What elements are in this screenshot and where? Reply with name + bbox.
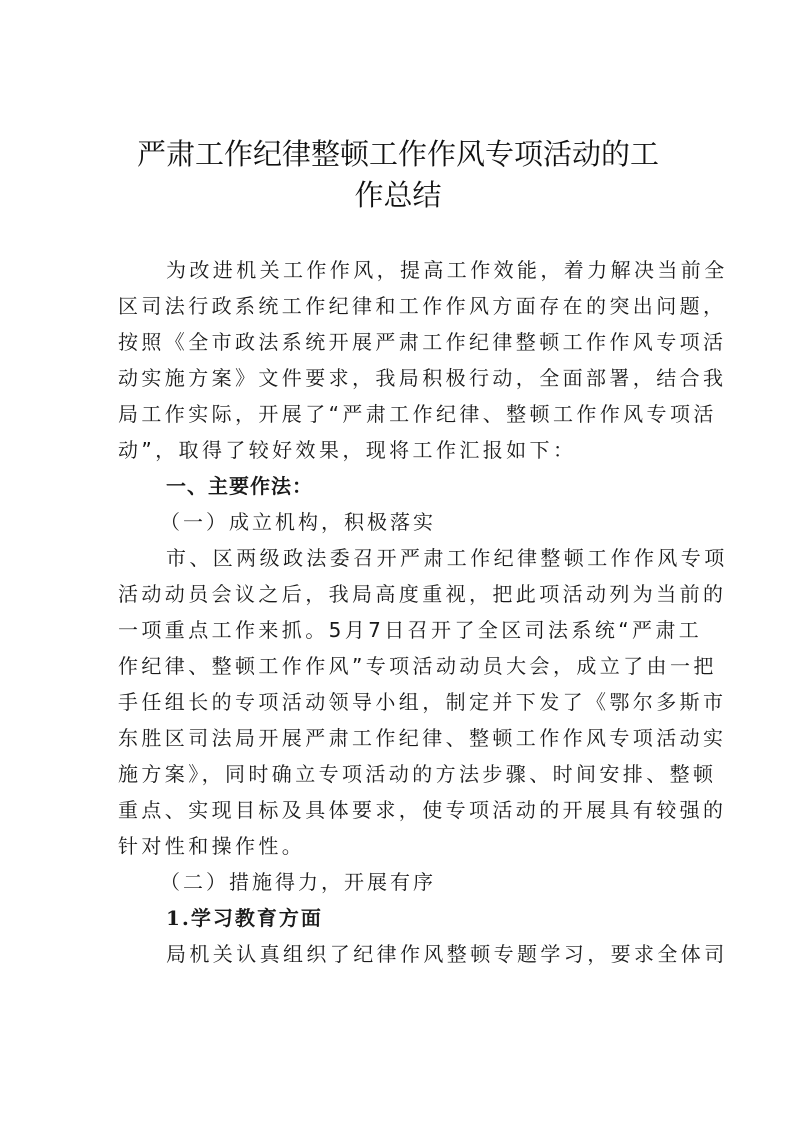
text-line: 局工作实际，开展了“严肃工作纪律、整顿工作作风专项活: [118, 402, 717, 426]
section-heading-main-methods: 一、主要作法：: [166, 474, 313, 498]
text-line: 局机关认真组织了纪律作风整顿专题学习，要求全体司: [166, 942, 728, 966]
text-line: 动实施方案》文件要求，我局积极行动，全面部署，结合我: [118, 366, 727, 390]
document-title: [118, 134, 678, 216]
subsection-heading-establish-organization: （一）成立机构，积极落实: [160, 510, 436, 534]
text-line: 重点、实现目标及具体要求，使专项活动的开展具有较强的: [118, 798, 727, 822]
text-line: 区司法行政系统工作纪律和工作作风方面存在的突出问题，: [118, 294, 727, 318]
item-heading-study-education: 1.学习教育方面: [166, 906, 323, 930]
text-line: 按照《全市政法系统开展严肃工作纪律整顿工作作风专项活: [118, 330, 727, 354]
text-line: 一项重点工作来抓。5月7日召开了全区司法系统“严肃工: [118, 618, 703, 642]
text-line: 动”，取得了较好效果，现将工作汇报如下：: [118, 438, 577, 462]
intro-paragraph: [118, 252, 728, 468]
title-line-2: 作总结: [354, 178, 442, 212]
text-line: 市、区两级政法委召开严肃工作纪律整顿工作作风专项: [166, 546, 728, 570]
text-line: 施方案》，同时确立专项活动的方法步骤、时间安排、整顿: [118, 762, 717, 786]
text-line: 手任组长的专项活动领导小组，制定并下发了《鄂尔多斯市: [118, 690, 727, 714]
subsection1-paragraph: [118, 540, 728, 864]
text-line: 作纪律、整顿工作作风”专项活动动员大会，成立了由一把: [118, 654, 717, 678]
document-body: [118, 252, 728, 972]
subsection-heading-measures: （二）措施得力，开展有序: [160, 870, 436, 894]
text-line: 针对性和操作性。: [118, 834, 306, 858]
text-line: 东胜区司法局开展严肃工作纪律、整顿工作作风专项活动实: [118, 726, 727, 750]
title-line-1: 严肃工作纪律整顿工作作风专项活动的工: [136, 137, 659, 171]
text-line: 为改进机关工作作风，提高工作效能，着力解决当前全: [166, 258, 728, 282]
item1-paragraph: [118, 936, 728, 972]
text-line: 活动动员会议之后，我局高度重视，把此项活动列为当前的: [118, 582, 727, 606]
